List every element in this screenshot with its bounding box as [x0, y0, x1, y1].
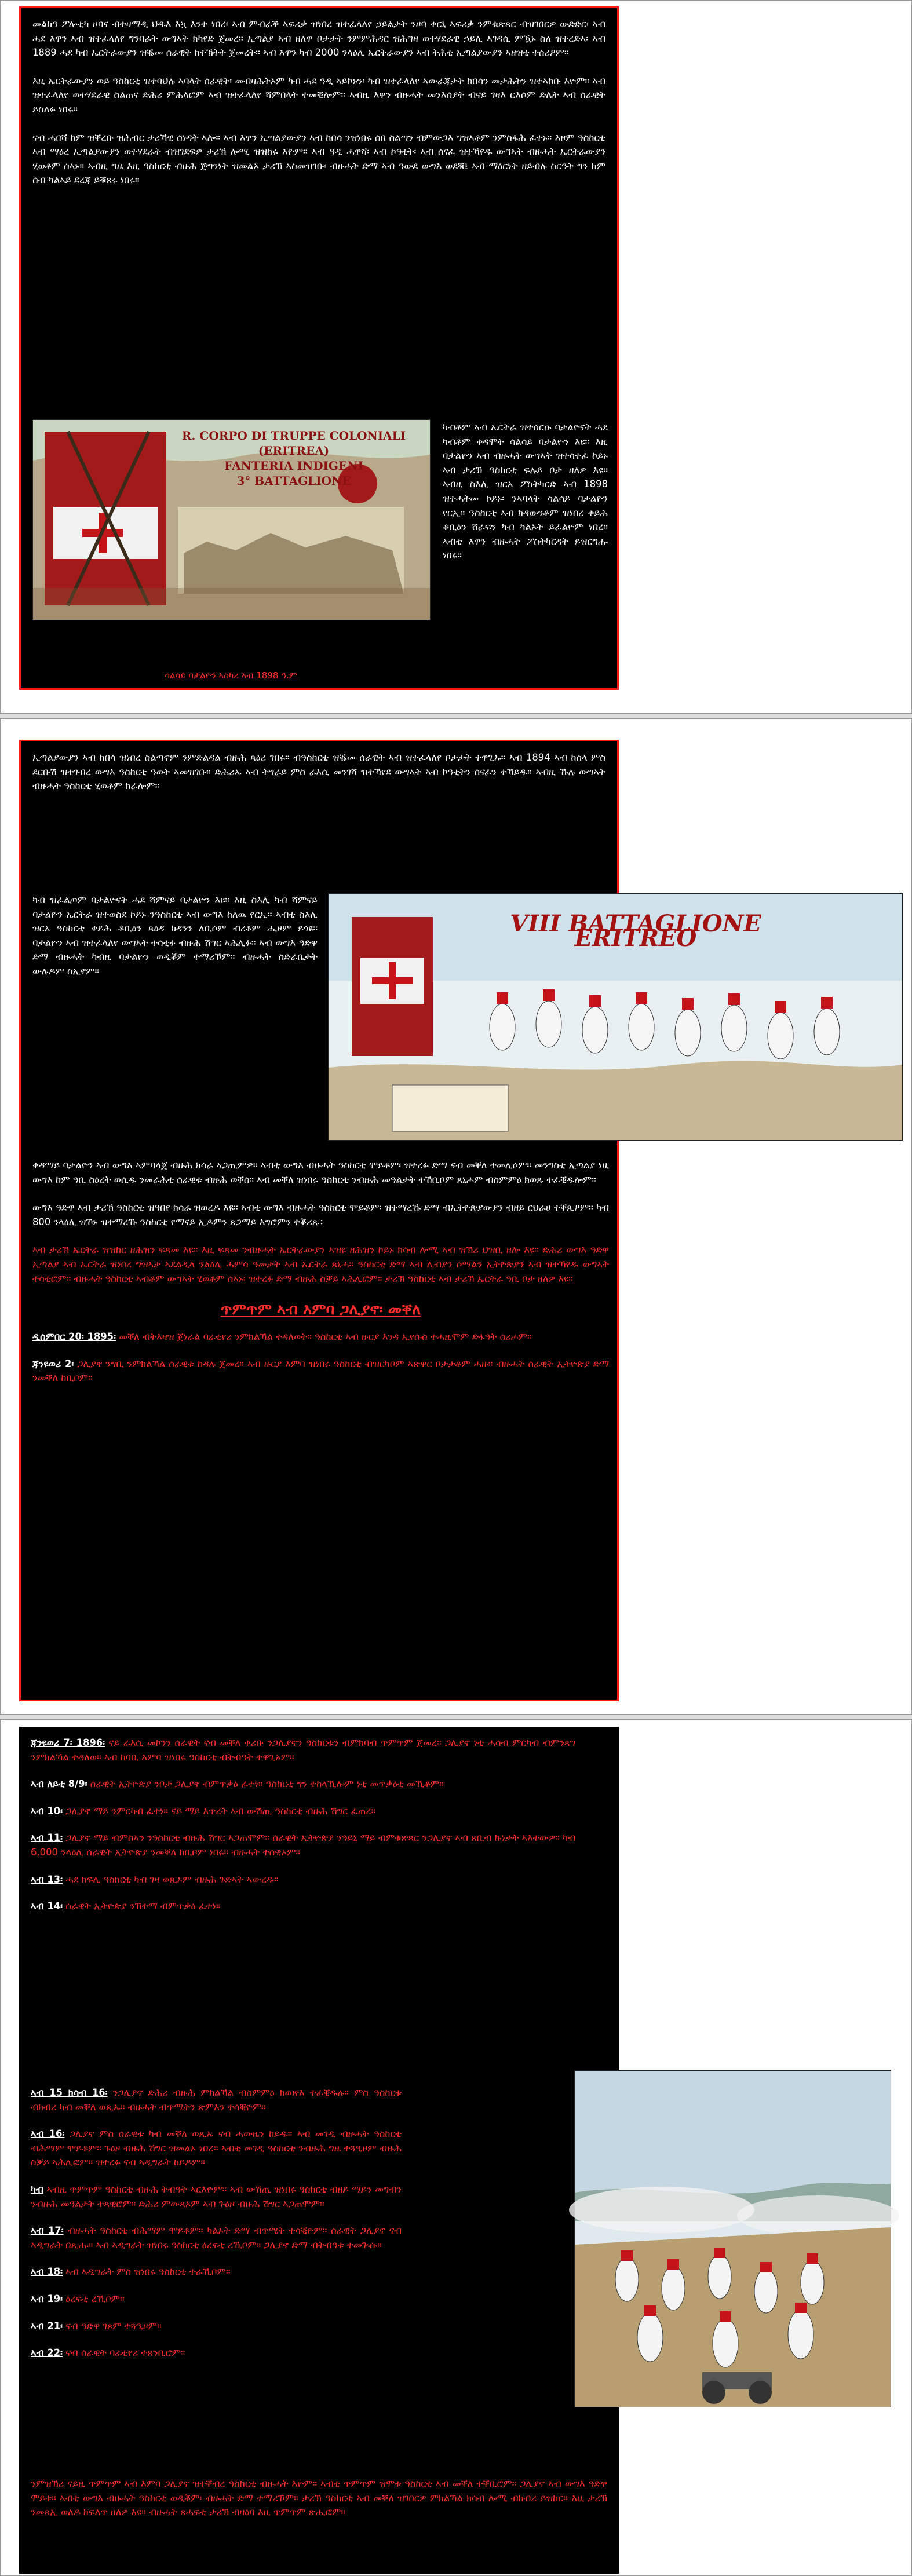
entry-text: ንጋሊያኖ ድሕሪ ብዙሕ ምክልኻል ብስምምዕ ክወጽእ ተፈቒዱሉ። ምስ ዓስከርቱ ብክብሪ ካብ መቐለ ወጺኡ። ብዙሓት ብጥሜትን ጽምእን ተሳቒዮም። [31, 2087, 402, 2113]
timeline-entry [31, 1873, 575, 1887]
entry-date: ጃንዩወሪ 7፡ 1896፡ [31, 1737, 105, 1748]
entry-text: ሓደ ክፍሊ ዓስከርቲ ካብ ገዛ ወጺኦም ብዙሕ ጉድኣት ኣውረዱ። [65, 1873, 279, 1885]
paragraph: ናብ ሓበሻ ከም ዝቐረቡ ዝሕብር ታሪኻዊ ሰነዳት ኣሎ። ኣብ እዋን ኢጣልያውያን ኣብ ከበሳ ንዝነበሩ ሰበ ስልጣን ብምውጋእ ግዝኣቶም ንምስፋሕ ፈተኑ። እዞም ዓስከርቲ ኣብ ማዕረ ኢጣልያውያን ወተሃደራት ብዝገደፍዎ ታሪኽ ሎሚ ዝዝከሩ እዮም። ኣብ ዓዲ ሓዋሻ፡ ኣብ ኮዓቲት፡ ኣብ ሰናፈ ዝተኻየዱ ውግኣት ብዙሓት ኤርትራውያን ሂወቶም ሰኣኑ። ኣብዚ ግዜ እዚ ዓስከርቲ ብዙሕ ጅግንነት ዝመልኦ ታሪኽ ኣስመዝገቡ፡ ብዙሓት ድማ ኣብ ዓውደ ውግእ ወደቑ፤ ኣብ ማዕርነት ዘይብሉ ስርዓት ግን ከም ሰብ ካልኣይ ደረጃ ይቑጸሩ ነበሩ። [32, 131, 605, 186]
final-paragraph: ንምዝኽሪ ናይዚ ጥምጥም ኣብ እምባ ጋሊያኖ ዝተቐብረ ዓስከርቲ ብዙሓት እዮም። ኣብቲ ጥምጥም ዝሞቱ ዓስከርቲ ኣብ መቐለ ተቐቢሮም። ጋሊያኖ ኣብ ውግእ ዓድዋ ሞይቱ። ኣብቲ ውግእ ብዙሓት ዓስከርቲ ወዲቖም፡ ብዙሓት ድማ ተማሪኾም። ታሪኽ ዓስከርቲ ኣብ መቐለ ዝገበርዎ ምክልኻል ክሳብ ሎሚ ብክብሪ ይዝከር። እዚ ታሪኽ ንመጻኢ ወለዶ ክፍለጥ ዘለዎ እዩ። ብዙሓት ጸሓፍቲ ታሪኽ ብዛዕባ እዚ ጥምጥም ጽሒፎም። [31, 2478, 607, 2518]
entry-text: ሰራዊት ኢትዮጵያ ንኸተማ ብምጥቃዕ ፈተነ። [65, 1901, 221, 1912]
entry-text: ናይ ራእሲ መኮንን ሰራዊት ናብ መቐለ ቀሪቡ ንጋሊያኖን ዓስከርቱን ብምክባብ ጥምጥም ጀመረ። ጋሊያኖ ነቲ ሓሳብ ምርካብ ብምንጻግ ንምክልኻል ተዳለወ። ኣብ ከባቢ እምባ ዝነበሩ ዓስከርቲ ብትብዓት ተዋጊኦም። [31, 1737, 575, 1763]
panel-2 [19, 740, 761, 1701]
paragraph: እዚ ኤርትራውያን ወይ ዓስከርቲ ዝተባህሉ ኣባላት ሰራዊት፡ መብዛሕትኦም ካብ ሓደ ዓዲ ኣይኮኑን፡ ካብ ዝተፈላለየ ኣውራጃታት ከበሳን መታሕትን ዝተኣከቡ እዮም። ኣብ ዝተፈላለየ ወተሃደራዊ ስልጠና ድሕሪ ምሕላፎም ኣብ ዝተፈላለየ ሻምበላት ተመቒሎም። ኣብዚ እዋን ብዙሓት መንእሰያት ብናይ ገዛእ ርእሶም ድሌት ኣብ ሰራዊት ይስለፉ ነበሩ። [32, 75, 605, 115]
postcard-image [32, 419, 431, 620]
timeline-entry [32, 1330, 609, 1344]
timeline-entry [31, 2183, 402, 2211]
timeline-entry [31, 2127, 402, 2170]
entry-text: ናብ ሰራዊት ባራቲየሪ ተጸንቢሮም። [65, 2347, 185, 2359]
timeline-entry [31, 1831, 575, 1859]
page-2 [0, 718, 912, 1715]
battalion-title-text: VIII BATTAGLIONE ERITREO [510, 910, 761, 952]
timeline-entry [31, 2265, 402, 2279]
entry-date: ዲሰምበር 20፡ 1895፡ [32, 1331, 116, 1343]
image-caption: ሳልሳይ ባታልዮን ኣስካሪ ኣብ 1898 ዓ.ም [165, 670, 297, 681]
timeline-entry [31, 2086, 402, 2114]
timeline-entry [31, 2292, 402, 2307]
entry-date: ኣብ 17፡ [31, 2225, 64, 2237]
page-3 [0, 1719, 912, 2576]
entry-text: ዕረፍቲ ረኺቦም። [65, 2293, 125, 2304]
timeline-entry [31, 2319, 402, 2334]
entry-date: ኣብ 10፡ [31, 1805, 63, 1817]
entry-date: ኣብ 19፡ [31, 2293, 63, 2304]
entry-text: ሰራዊት ኢትዮጵያ ንቦታ ጋሊያኖ ብምጥቃዕ ፈተነ። ዓስከርቲ ግን ተከላኺሎም ነቲ መጥቃዕቲ መኺቶም። [90, 1778, 444, 1790]
entry-date: ኣብ 18፡ [31, 2266, 63, 2278]
entry-date: ኣብ ለይቲ 8/9፡ [31, 1778, 87, 1790]
entry-date: ካብ [31, 2183, 43, 2195]
panel-1 [19, 6, 619, 690]
entry-date: ኣብ 11፡ [31, 1832, 63, 1844]
paragraph: ቀዳማይ ባታልዮን ኣብ ውግእ ኣምባላጀ ብዙሕ ክሳራ ኣጋጢምዎ። ኣብቲ ውግእ ብዙሓት ዓስከርቲ ሞይቶም፡ ዝተረፉ ድማ ናብ መቐለ ተመሊሶም። መንግስቲ ኢጣልያ ነዚ ውግእ ከም ዓቢ ስዕረት ወሲዱ ንመራሕቲ ሰራዊቱ ብዙሕ ወቐሰ። ኣብ መቐለ ዝነበሩ ዓስከርቲ ንብዙሕ መዓልታት ተኸቢቦም ጸኒሖም ብስምምዕ ክወጹ ተፈቒዱሎም። [32, 1160, 609, 1185]
entry-date: ኣብ 16፡ [31, 2128, 65, 2140]
timeline-entry [31, 1777, 575, 1792]
page-1 [0, 0, 912, 714]
entry-text: ብዙሓት ዓስከርቲ ብሕማም ሞይቶም። ካልኦት ድማ ብጥሜት ተሳቒዮም። ሰራዊት ጋሊያኖ ናብ ኣዲግራት በጺሑ። ኣብ ኣዲግራት ዝነበሩ ዓስከርቲ ዕረፍቲ ረኺቦም። ጋሊያኖ ድማ ብትብዓቱ ተመጒሱ። [31, 2225, 402, 2250]
entry-date: ኣብ 13፡ [31, 1873, 63, 1885]
section-title: ጥምጥም ኣብ እምባ ጋሊያኖ፡ መቐለ [220, 1301, 421, 1319]
entry-text: ኣብ ኣዲግራት ምስ ዝነበሩ ዓስከርቲ ተራኺቦም። [65, 2266, 231, 2278]
entry-text: ናብ ዓድዋ ገጾም ተጓዒዞም። [65, 2320, 162, 2332]
timeline-entry [31, 1804, 575, 1819]
entry-date: ኣብ 22፡ [31, 2347, 63, 2359]
timeline-entry [31, 2224, 402, 2252]
entry-text: ጋሊያኖ ንግቢ ንምክልኻል ሰራዊቱ ከዳሉ ጀመረ። ኣብ ዙርያ እምባ ዝነበሩ ዓስከርቲ ብዝርካቦም ኣጽዋር ቦታታቶም ሓዙ። ብዙሓት ሰራዊት ኢትዮጵያ ድማ ንመቐለ ከቢቦም። [32, 1358, 609, 1384]
entry-text: መቐለ ብትእዛዝ ጀነራል ባራቲየሪ ንምክልኻል ተዳለወት። ዓስከርቲ ኣብ ዙርያ እንዳ ኢየሱስ ተሓዚሞም ድፋዓት ሰሪሖም። [119, 1331, 532, 1343]
entry-date: ኣብ 21፡ [31, 2320, 63, 2332]
timeline-entry [31, 1736, 575, 1764]
red-paragraph: ኣብ ታሪኽ ኤርትራ ዝዝከር ዘሕዝን ፍጻመ እዩ። እዚ ፍጻመ ንብዙሓት ኤርትራውያን ኣዝዩ ዘሕዝን ኮይኑ ክሳብ ሎሚ ኣብ ዝኽሪ ህዝቢ ዘሎ እዩ። ድሕሪ ውግእ ዓድዋ ኢጣልያ ኣብ ኤርትራ ዝነበረ ግዝኣታ ኣደልዲላ ንልዕሊ ሓምሳ ዓመታት ኣብ ኤርትራ ጸኒሓ። ዓስከርቲ ድማ ኣብ ሊብያን ሶማልን ኢትዮጵያን ኣብ ዝተኻየዱ ውግኣት ተሳቲፎም። ብዙሓት ዓስከርቲ ኣብቶም ውግኣት ሂወቶም ሰኣኑ፡ ዝተረፉ ድማ ብዙሕ ስቓይ ኣሕሊፎም። ታሪኽ ዓስከርቲ ኣብ ታሪኽ ኤርትራ ዓቢ ቦታ ዘለዎ እዩ። [32, 1244, 609, 1284]
paragraph: ኢጣልያውያን ኣብ ከበሳ ዝነበረ ስልጣኖም ንምድልዳል ብዙሕ ጻዕሪ ገበሩ። ብዓስከርቲ ዝቘመ ሰራዊት ኣብ ዝተፈላለየ ቦታታት ተዋጊኡ። ኣብ 1894 ኣብ ከሰላ ምስ ደርቡሽ ዝተገብረ ውግእ ዓስከርቲ ዓወት ኣመዝገቡ። ድሕሪኡ ኣብ ትግራይ ምስ ራእሲ መንገሻ ዝተኻየደ ውግኣት ኣብ ኮዓቲትን ሰናፈን ተኻይዱ። ኣብዚ ኹሉ ውግኣት ብዙሓት ዓስከርቲ ሂወቶም ከፊሎም። [32, 752, 605, 792]
side-text: ካብ ዝፈልጦም ባታልዮናት ሓደ ሻምናይ ባታልዮን እዩ። እዚ ስእሊ ካብ ሻምናይ ባታልዮን ኤርትራ ዝተወስደ ኮይኑ ንዓስከርቲ ኣብ ውግእ ከለዉ የርኢ። ኣብቲ ስእሊ ዝርአ ዓስከርቲ ቀይሕ ቆቢዕን ጻዕዳ ክዳንን ለቢሶም ብረቶም ሒዞም ይጎዩ። ባታልዮን ኣብ ዝተፈላለየ ውግኣት ተሳቲፉ ብዙሕ ሽግር ኣሕሊፉ። ኣብ ውግእ ዓድዋ ድማ ብዙሓት ካብዚ ባታልዮን ወዲቖም ተማሪኾም። ብዙሓት ስድራቤታት ውሉዶም ስኢኖም። [32, 894, 318, 977]
timeline-entry [32, 1357, 609, 1386]
entry-date: ኣብ 15 ክሳብ 16፡ [31, 2087, 108, 2098]
panel-3 [19, 1727, 619, 2574]
side-text: ካብቶም ኣብ ኤርትራ ዝተሰርዑ ባታልዮናት ሓደ ካብቶም ቀዳሞት ሳልሳይ ባታልዮን እዩ። እዚ ባታልዮን ኣብ ብዙሓት ውግኣት ዝተሳተፈ ኮይኑ ኣብ ታሪኽ ዓስከርቲ ፍሉይ ቦታ ዘለዎ እዩ። ኣብዚ ስእሊ ዝርአ ፖስትካርድ ኣብ 1898 ዝተሓትመ ኮይኑ፡ ንኣባላት ሳልሳይ ባታልዮን የርኢ። ዓስከርቲ ኣብ ክዳውንቶም ዝነበረ ቀይሕ ቆቢዕን ሸራፍን ካብ ካልኦት ይፈልዮም ነበረ። ኣብቲ እዋን ብዙሓት ፖስትካርዳት ይዝርግሑ ነበሩ። [443, 422, 608, 561]
entry-text: ጋሊያኖ ማይ ንምርካብ ፈተነ። ናይ ማይ እጥረት ኣብ ውሽጢ ዓስከርቲ ብዙሕ ሽግር ፈጠረ። [65, 1805, 376, 1817]
entry-date: ጃንዩወሪ 2፡ [32, 1358, 74, 1369]
entry-date: ኣብ 14፡ [31, 1901, 63, 1912]
timeline-entry [31, 2346, 402, 2361]
battle-illustration [575, 2071, 891, 2407]
entry-text: ጋሊያኖ ማይ ብምስኣን ንዓስከርቲ ብዙሕ ሽግር ኣጋጠሞም። ሰራዊት ኢትዮጵያ ንዓይኒ ማይ ብምቁጽጻር ንጋሊያኖ ኣብ ጸቢብ ኩነታት ኣእተውዎ። ካብ 6,000 ንላዕሊ ሰራዊት ኢትዮጵያ ንመቐለ ከቢቦም ነበሩ። ብዙሓት ተሰዊኦም። [31, 1832, 575, 1858]
battalion-image [328, 893, 903, 1141]
battle-image [574, 2070, 891, 2407]
postcard-title-text: R. CORPO DI TRUPPE COLONIALI (ERITREA) FANTERIA INDIGENI 3° BATTAGLIONE [181, 429, 406, 488]
paragraph: ውግእ ዓድዋ ኣብ ታሪኽ ዓስከርቲ ዝዓበየ ክሳራ ዝወረዶ እዩ። ኣብቲ ውግእ ብዙሓት ዓስከርቲ ሞይቶም፡ ዝተማረኹ ድማ ብኢትዮጵያውያን ብዘይ ርህራሀ ተቐጺዖም። ካብ 800 ንላዕሊ ዝኾኑ ዝተማረኹ ዓስከርቲ የማናይ ኢዶምን ጸጋማይ እግሮምን ተቖሪጹ፥ [32, 1202, 609, 1227]
entry-text: ጋሊያኖ ምስ ሰራዊቱ ካብ መቐለ ወጺኡ ናብ ሓውዜን ከይዱ። ኣብ መገዲ ብዙሓት ዓስከርቲ ብሕማም ሞይቶም። ጉዕዞ ብዙሕ ሽግር ዝመልኦ ነበረ። ኣብቲ መገዲ ዓስከርቲ ንብዙሕ ግዜ ተጓዒዞም ብዙሕ ስቓይ ኣሕሊፎም። ዝተረፉ ናብ ኣዲግራት ከይዶም። [31, 2128, 402, 2168]
paragraph: መልክዓ ፖሎቲካ ዞባና ብተዛማዲ ህዱእ እኳ እንተ ነበረ፡ ኣብ ምብራቕ ኣፍሪቃ ዝነበረ ዝተፈላለየ ኃይልታት ንዞባ ቀርኒ ኣፍሪቃ ንምቁጽጻር ብዝገበርዎ ውድድር፡ ኣብ ሓደ እዋን ኣብ ዝተፈላለየ ግንባራት ውግኣት ክካየድ ጀመረ። ኢጣልያ ኣብ ዘለዋ ቦታታት ንምምሕዳር ዝሕግዛ ወተሃደራዊ ኃይሊ ኣገዳሲ ምዃኑ ስለ ዝተረድኣ፡ ኣብ 1889 ሓደ ካብ ኤርትራውያን ዝቘመ ሰራዊት ከተኽትት ጀመረት። ኣብ እዋን ካብ 2000 ንላዕሊ ኤርትራውያን ኣብ ትሕቲ ኢጣልያውያን ኣዘዝቲ ተሰሪዖም። [32, 19, 605, 59]
timeline-entry [31, 1899, 575, 1914]
entry-text: ኣብዚ ጥምጥም ዓስከርቲ ብዙሕ ትብዓት ኣርእዮም። ኣብ ውሽጢ ዝነበሩ ዓስከርቲ ብዘይ ማይን መግብን ንብዙሕ መዓልታት ተጻዊሮም። ድሕሪ ምውጻኦም ኣብ ጉዕዞ ብዙሕ ሽግር ኣጋጠሞም። [31, 2183, 402, 2209]
